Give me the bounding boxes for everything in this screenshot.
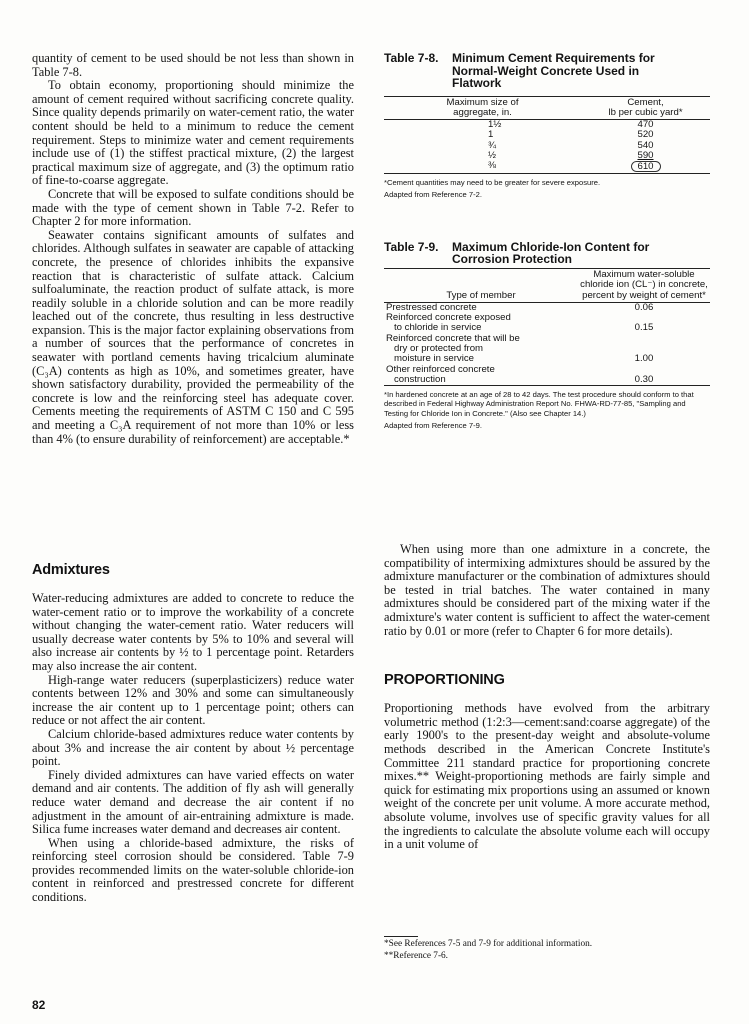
proportioning-heading: PROPORTIONING [384,672,505,689]
table-7-8-header-size: Maximum size of aggregate, in. [384,96,581,120]
table-row: ⅜ 610 [384,161,710,173]
admixtures-heading: Admixtures [32,562,110,578]
table-7-9-header-member: Type of member [384,268,578,302]
table-row: 1½ 470 [488,119,654,131]
paragraph-calcium-chloride: Calcium chloride-based admixtures reduce water contents by about 3% and increase the air content by about ½ percentage point. [32,726,354,769]
table-7-9-title: Table 7-9. Maximum Chloride-Ion Content for Corrosion Protection [384,239,650,267]
table-7-8-note: *Cement quantities may need to be greater for severe exposure. [384,177,601,187]
footnote-2: **Reference 7-6. [384,951,449,961]
right-column-tables [384,52,710,430]
paragraph-superplasticizers: High-range water reducers (superplasticizers) reduce water contents between 12% and 30% and some can simultaneously increase the air content up to 1 percentage point; others can reduce or not affect the air content. [32,672,354,728]
table-7-8 [384,96,710,174]
right-column-text [384,543,710,852]
table-7-8-title: Table 7-8. Minimum Cement Requirements for Normal-Weight Concrete Used in Flatwork [384,51,655,90]
left-column-top [32,52,354,446]
footnotes [384,938,710,962]
paragraph-seawater: Seawater contains significant amounts of sulfates and chlorides. Although sulfates in seawater are capable of attacking concrete, the presence of chlorides inhibits the expansive reaction that is characteristic of sulfate attack. Calcium sulfoaluminate, the reaction product of sulfate attack, is more readily soluble in a chloride solution and can be more readily leached out of the concrete, thus resulting in less destructive expansion. This is the major factor explaining observations from a number of sources that the performance of concretes in seawater with portland cements having tricalcium aluminate (C₃A) contents as high as 10%, and sometimes greater, have shown satisfactory durability, provided the permeability of the concrete is low and the reinforcing steel has adequate cover. Cements meeting the requirements of ASTM C 150 and C 595 and meeting a C₃A requirement of not more than 10% or less than 4% (to ensure durability of reinforcement) are acceptable.* [32,227,354,446]
table-row: Reinforced concrete that will be dry or protected from moisture in service 1.00 [386,332,654,365]
paragraph-economy: To obtain economy, proportioning should minimize the amount of cement required without sacrificing concrete quality. Since quality depends primarily on water-cement ratio, the water content should be held to a minimum to reduce the cement requirement. Steps to minimize water and cement requirements include use of (1) the stiffest practical mixture, (2) the largest practical maximum size of aggregate, and (3) the optimum ratio of fine-to-coarse aggregate. [32,78,354,188]
footnote-1: *See References 7-5 and 7-9 for additional information. [384,939,593,949]
table-7-9-note: *In hardened concrete at an age of 28 to 42 days. The test procedure should conform to that described in Federal Highway Administration Report No. FHWA-RD-77-85, "Sampling and Testing for Chloride Ion in Concrete." (Also see Chapter 14.) [384,390,694,418]
table-row: 1 520 [488,129,654,141]
paragraph-sulfate: Concrete that will be exposed to sulfate conditions should be made with the type of cement shown in Table 7-2. Refer to Chapter 2 for more information. [32,186,354,229]
paragraph-finely-divided: Finely divided admixtures can have varied effects on water demand and air contents. The addition of fly ash will generally reduce water demand and decrease the air content if no adjustment in the amount of air-entraining admixture is made. Silica fume increases water demand and decreases air content. [32,767,354,837]
admixtures-section [32,562,354,905]
table-row: ¾ 540 [488,139,654,151]
table-7-9-source: Adapted from Reference 7-9. [384,420,482,430]
table-7-9 [384,268,710,386]
circled-value: 610 [631,161,661,172]
paragraph-cement-quantity: quantity of cement to be used should be not less than shown in Table 7-8. [32,51,354,79]
table-7-8-header-cement: Cement, lb per cubic yard* [581,96,710,120]
table-row: Prestressed concrete 0.06 [386,301,654,313]
table-7-9-header-chloride: Maximum water-soluble chloride ion (CL⁻) in concrete, percent by weight of cement* [578,268,710,302]
paragraph-chloride-risk: When using a chloride-based admixture, the risks of reinforcing steel corrosion should be considered. Table 7-9 provides recommended limits on the water-soluble chloride-ion content in reinforced and prestressed concrete for different conditions. [32,835,354,905]
paragraph-multiple-admixtures: When using more than one admixture in a concrete, the compatibility of intermixing admixtures should be assured by the admixture manufacturer or the combination of admixtures should be tested in trial batches. The water contained in many admixtures should be considered part of the mixing water if the admixture's water content is sufficient to affect the water-cement ratio by 0.01 or more (refer to Chapter 6 for more details). [384,542,710,638]
page-number: 82 [32,998,46,1012]
table-row: Other reinforced concrete construction 0.30 [386,363,654,385]
table-7-8-source: Adapted from Reference 7-2. [384,189,482,199]
table-row: Reinforced concrete exposed to chloride in service 0.15 [386,312,654,334]
footnote-divider [384,936,418,937]
paragraph-proportioning: Proportioning methods have evolved from the arbitrary volumetric method (1:2:3—cement:sand:coarse aggregate) of the early 1900's to the present-day weight and absolute-volume methods described in the American Concrete Institute's Committee 211 standard practice for proportioning concrete mixes.** Weight-proportioning methods are fairly simple and quick for estimating mix proportions using an assumed or known weight of the concrete per unit volume. A more accurate method, absolute volume, involves use of specific gravity values for all the ingredients to calculate the absolute volume each will occupy in a unit volume of [384,701,710,852]
table-row: ½ 590 [488,149,654,161]
paragraph-water-reducers: Water-reducing admixtures are added to concrete to reduce the water-cement ratio or to improve the workability of a concrete without changing the water-cement ratio. Water reducers will usually decrease water contents by 5% to 10% and several will also increase air contents by ½ to 1 percentage point. Retarders may also increase the air content. [32,591,354,673]
